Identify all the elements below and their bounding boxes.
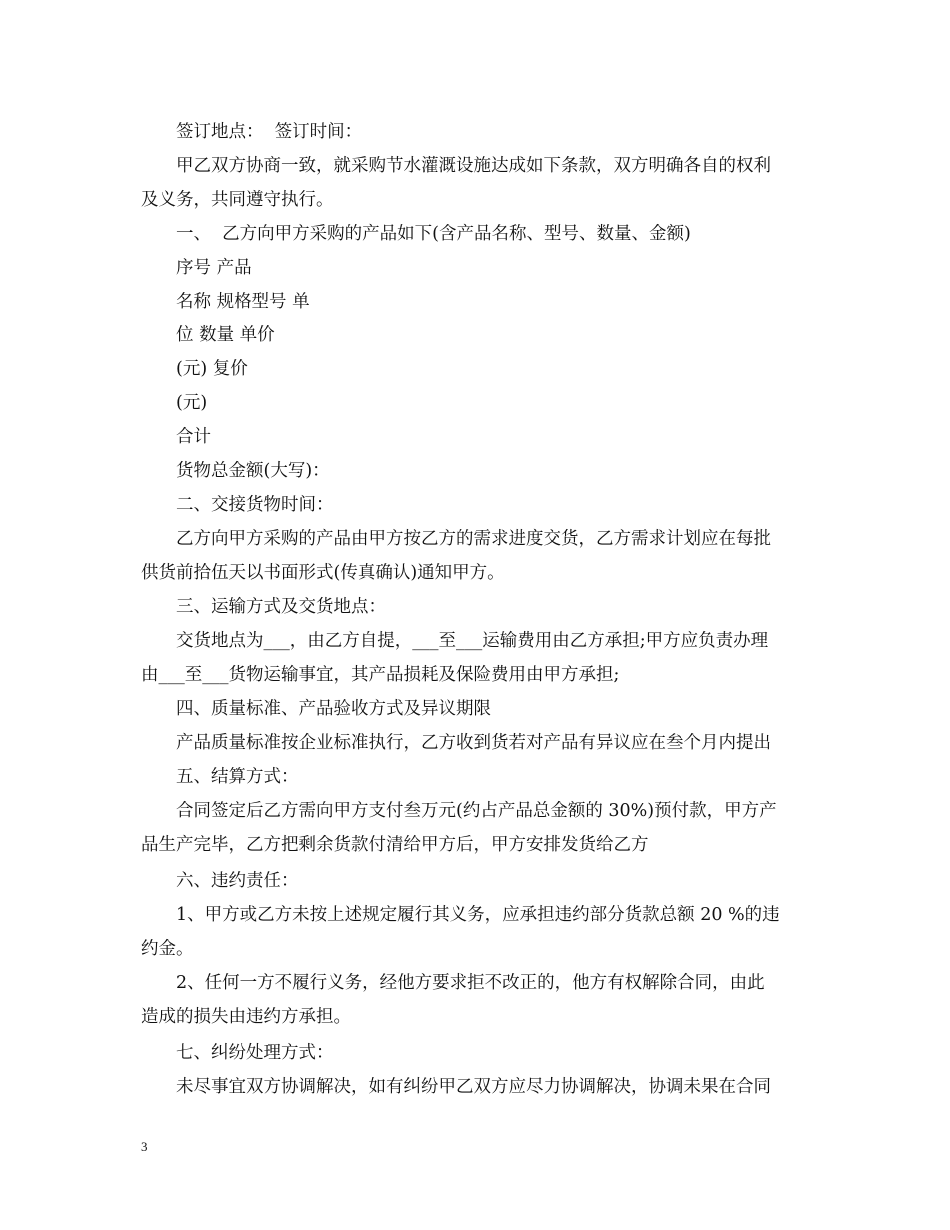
section-5-text-2: 品生产完毕，乙方把剩余货款付清给甲方后，甲方安排发货给乙方 (141, 835, 649, 855)
section-6-item-1-line-2: 约金。 (141, 939, 194, 959)
preamble-line-2: 及义务，共同遵守执行。 (141, 190, 334, 210)
table-header-line-2: 名称 规格型号 单 (176, 292, 310, 312)
section-7-text: 未尽事宜双方协调解决，如有纠纷甲乙双方应尽力协调解决，协调未果在合同 (176, 1077, 771, 1097)
section-3-text-2: 由___至___货物运输事宜，其产品损耗及保险费用由甲方承担; (141, 665, 620, 685)
section-2-text-2: 供货前拾伍天以书面形式(传真确认)通知甲方。 (141, 563, 505, 583)
page-number: 3 (141, 1139, 148, 1154)
section-1-heading: 一、 乙方向甲方采购的产品如下(含产品名称、型号、数量、金额) (176, 224, 691, 244)
table-header-line-4: (元) 复价 (176, 359, 248, 379)
section-4-heading: 四、质量标准、产品验收方式及异议期限 (176, 699, 491, 719)
section-3-heading: 三、运输方式及交货地点： (176, 597, 386, 617)
section-6-item-2-line-1: 2、任何一方不履行义务，经他方要求拒不改正的，他方有权解除合同，由此 (176, 973, 765, 993)
section-2-text-1: 乙方向甲方采购的产品由甲方按乙方的需求进度交货，乙方需求计划应在每批 (176, 529, 771, 549)
section-6-item-2-line-2: 造成的损失由违约方承担。 (141, 1007, 351, 1027)
table-header-line-5: (元) (176, 393, 208, 413)
section-5-text-1: 合同签定后乙方需向甲方支付叁万元(约占产品总金额的 30%)预付款，甲方产 (176, 801, 777, 821)
table-header-line-1: 序号 产品 (176, 258, 252, 278)
section-6-heading: 六、违约责任： (176, 871, 299, 891)
section-3-text-1: 交货地点为___，由乙方自提，___至___运输费用由乙方承担;甲方应负责办理 (176, 631, 769, 651)
section-7-heading: 七、纠纷处理方式： (176, 1043, 334, 1063)
section-6-item-1-line-1: 1、甲方或乙方未按上述规定履行其义务，应承担违约部分货款总额 20 %的违 (176, 905, 780, 925)
section-5-heading: 五、结算方式： (176, 767, 299, 787)
section-4-text: 产品质量标准按企业标准执行，乙方收到货若对产品有异议应在叁个月内提出 (176, 733, 771, 753)
preamble-line-1: 甲乙双方协商一致，就采购节水灌溉设施达成如下条款，双方明确各自的权利 (176, 156, 771, 176)
signing-place-time: 签订地点： 签订时间： (176, 122, 363, 142)
table-header-line-3: 位 数量 单价 (176, 325, 275, 345)
table-total-label: 合计 (176, 427, 211, 447)
section-2-heading: 二、交接货物时间： (176, 495, 334, 515)
total-amount-label: 货物总金额(大写)： (176, 461, 330, 481)
